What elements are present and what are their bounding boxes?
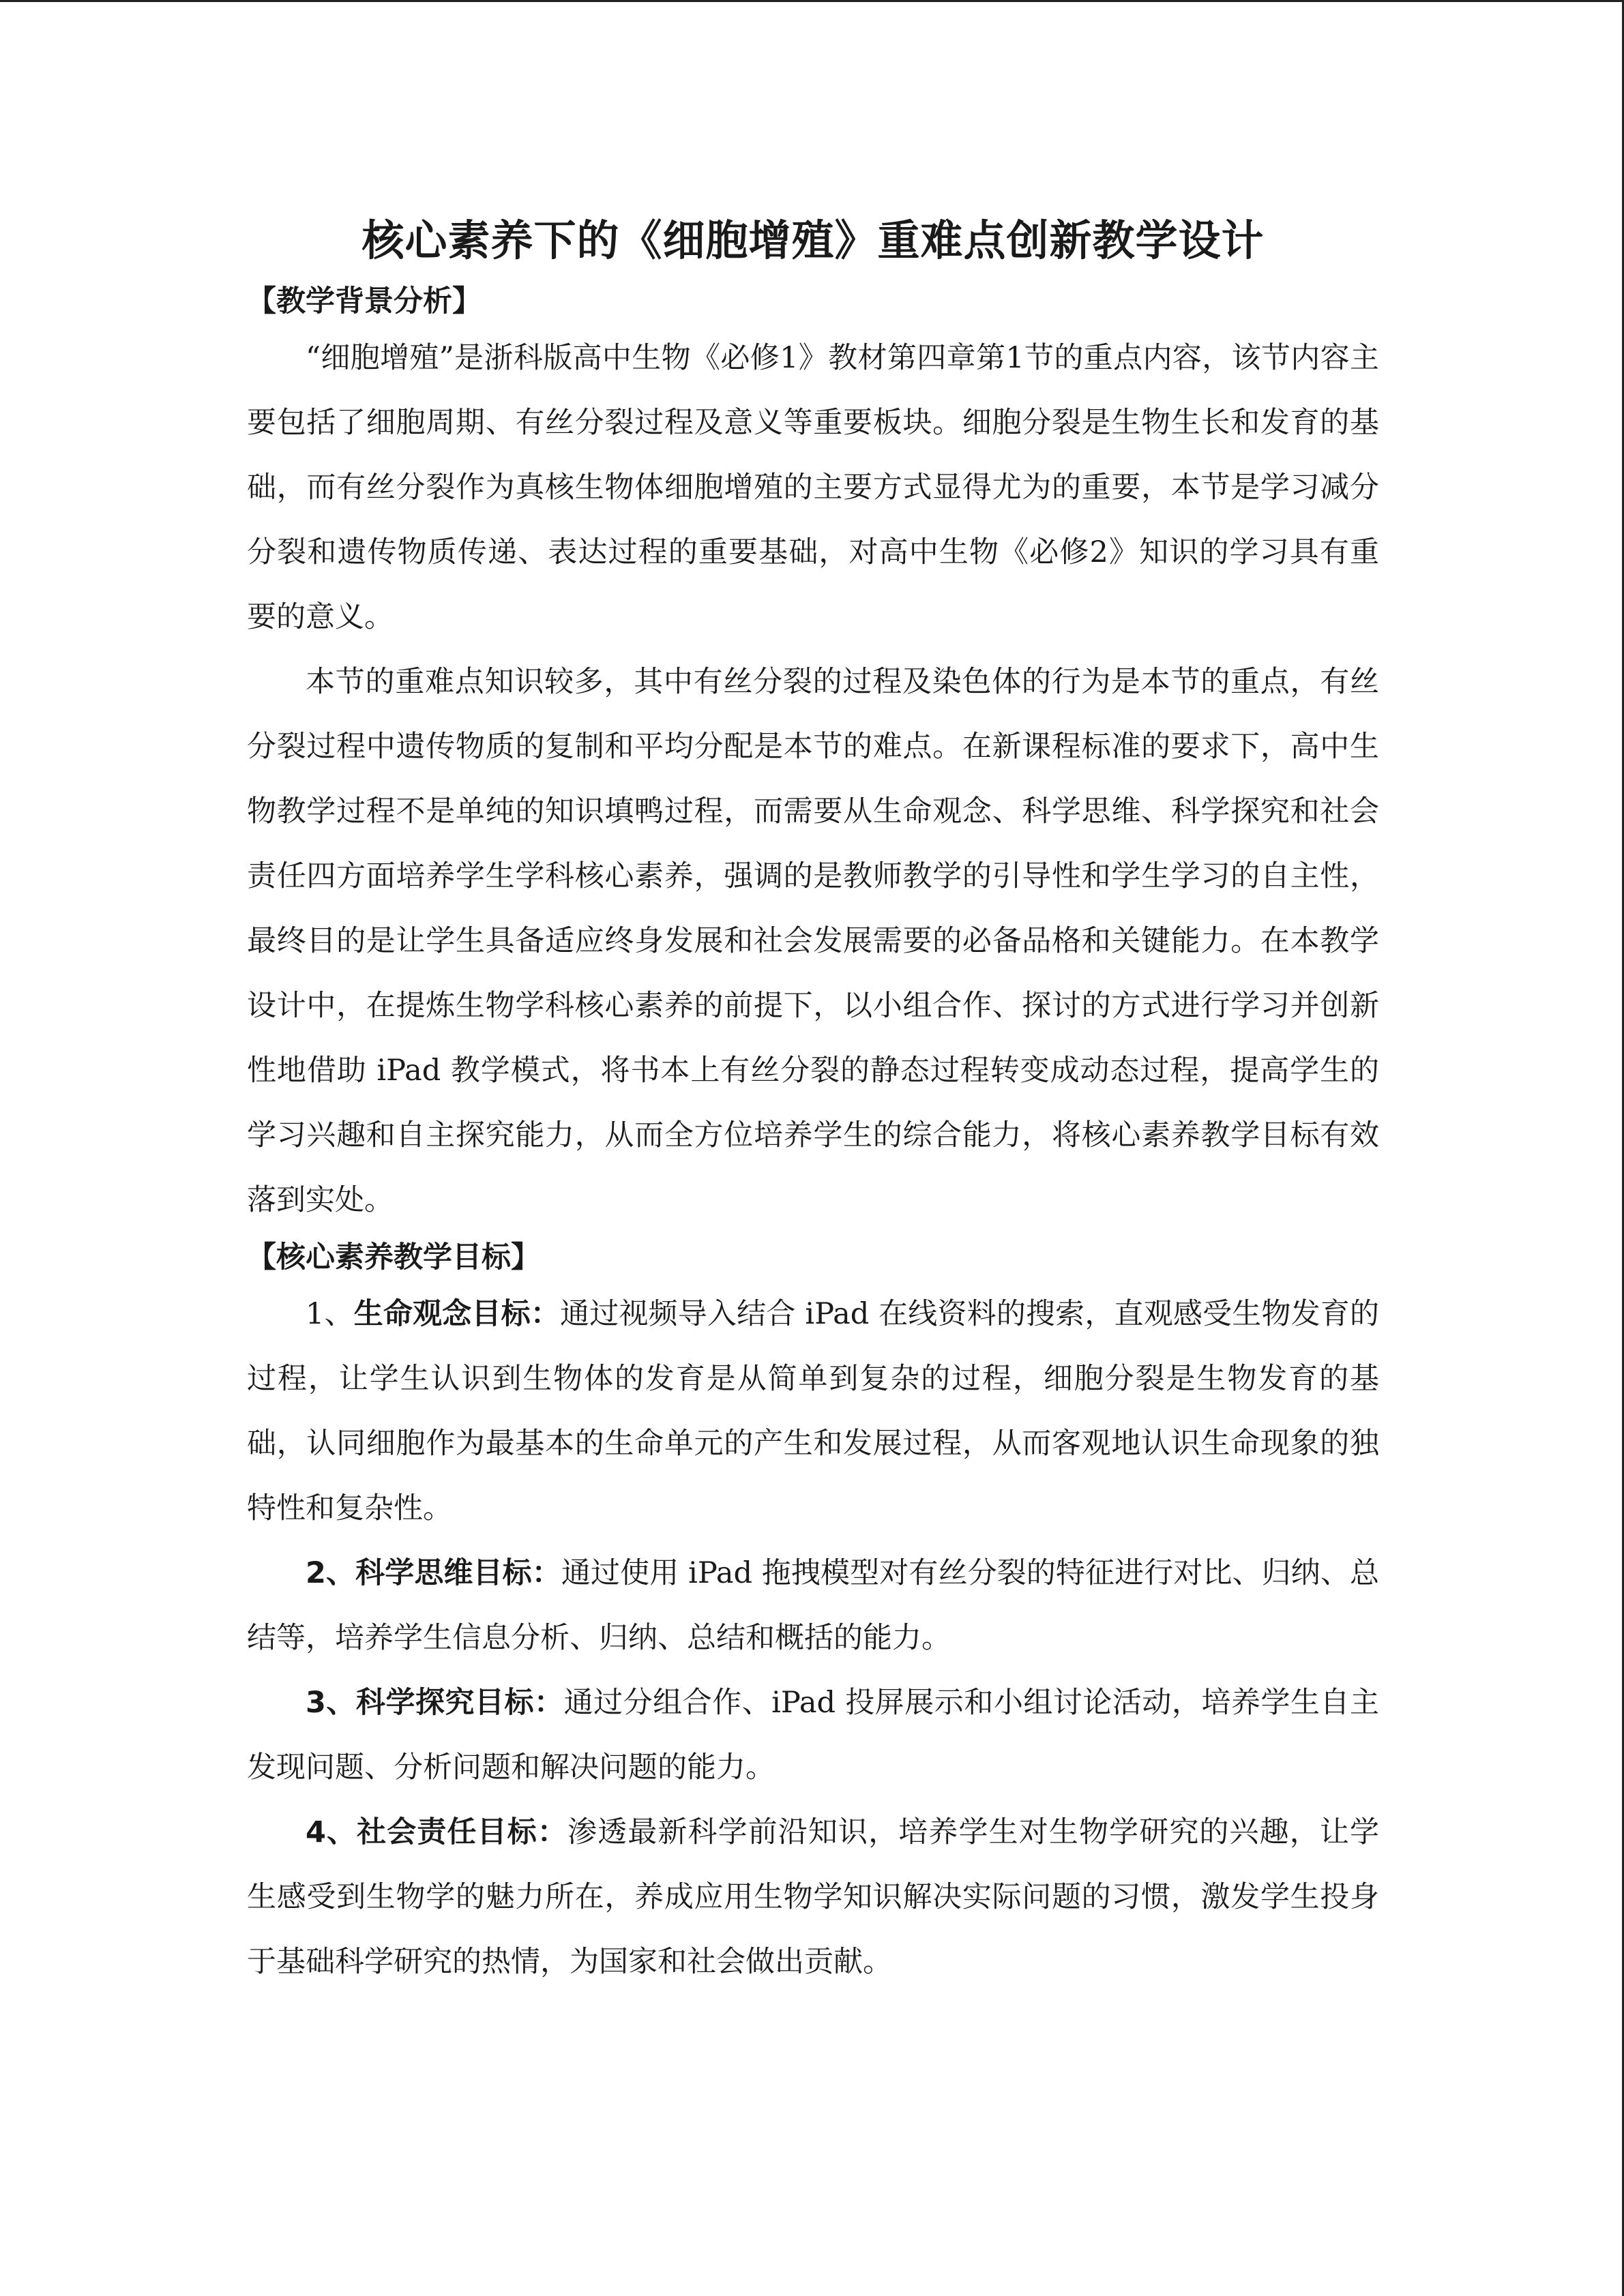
goal-item-social-responsibility [247, 1800, 1379, 1995]
goal-item-scientific-thinking [247, 1541, 1379, 1671]
goal-label: 社会责任目标： [357, 1815, 567, 1849]
goal-item-life-concept [247, 1282, 1379, 1541]
document-body [247, 207, 1379, 1995]
goal-text: 渗透最新科学前沿知识，培养学生对生物学研究的兴趣，让学生感受到生物学的魅力所在，养成应用生物学知识解决实际问题的习惯，激发学生投身于基础科学研究的热情，为国家和社会做出贡献。 [247, 1815, 1380, 1979]
goal-text: 通过使用 iPad 拖拽模型对有丝分裂的特征进行对比、归纳、总结等，培养学生信息分析、归纳、总结和概括的能力。 [247, 1556, 1379, 1655]
goal-number: 2、 [306, 1556, 356, 1590]
goal-number: 4、 [306, 1815, 357, 1849]
goal-label: 生命观念目标： [353, 1297, 561, 1331]
goal-text: 通过分组合作、iPad 投屏展示和小组讨论活动，培养学生自主发现问题、分析问题和解决问题的能力。 [247, 1686, 1380, 1785]
goal-number: 3、 [306, 1686, 356, 1720]
goal-label: 科学探究目标： [355, 1686, 564, 1720]
goal-item-scientific-inquiry [247, 1671, 1379, 1800]
document-title: 核心素养下的《细胞增殖》重难点创新教学设计 [361, 215, 1265, 265]
goal-label: 科学思维目标： [355, 1556, 561, 1590]
background-paragraph-2: 本节的重难点知识较多，其中有丝分裂的过程及染色体的行为是本节的重点，有丝分裂过程中遗传物质的复制和平均分配是本节的难点。在新课程标准的要求下，高中生物教学过程不是单纯的知识填鸭过程，而需要从生命观念、科学思维、科学探究和社会责任四方面培养学生学科核心素养，强调的是教师教学的引导性和学生学习的自主性，最终目的是让学生具备适应终身发展和社会发展需要的必备品格和关键能力。在本教学设计中，在提炼生物学科核心素养的前提下，以小组合作、探讨的方式进行学习并创新性地借助 iPad 教学模式，将书本上有丝分裂的静态过程转变成动态过程，提高学生的学习兴趣和自主探究能力，从而全方位培养学生的综合能力，将核心素养教学目标有效落到实处。 [247, 665, 1379, 1217]
goal-text: 通过视频导入结合 iPad 在线资料的搜索，直观感受生物发育的过程，让学生认识到生物体的发育是从简单到复杂的过程，细胞分裂是生物发育的基础，认同细胞作为最基本的生命单元的产生和发展过程，从而客观地认识生命现象的独特性和复杂性。 [247, 1297, 1380, 1525]
goals-heading: 【核心素养教学目标】 [247, 1240, 540, 1274]
background-paragraph-1: “细胞增殖”是浙科版高中生物《必修1》教材第四章第1节的重点内容，该节内容主要包括了细胞周期、有丝分裂过程及意义等重要板块。细胞分裂是生物生长和发育的基础，而有丝分裂作为真核生物体细胞增殖的主要方式显得尤为的重要，本节是学习减分分裂和遗传物质传递、表达过程的重要基础，对高中生物《必修2》知识的学习具有重要的意义。 [247, 341, 1379, 634]
background-heading: 【教学背景分析】 [247, 284, 482, 318]
goal-number: 1、 [306, 1297, 354, 1331]
